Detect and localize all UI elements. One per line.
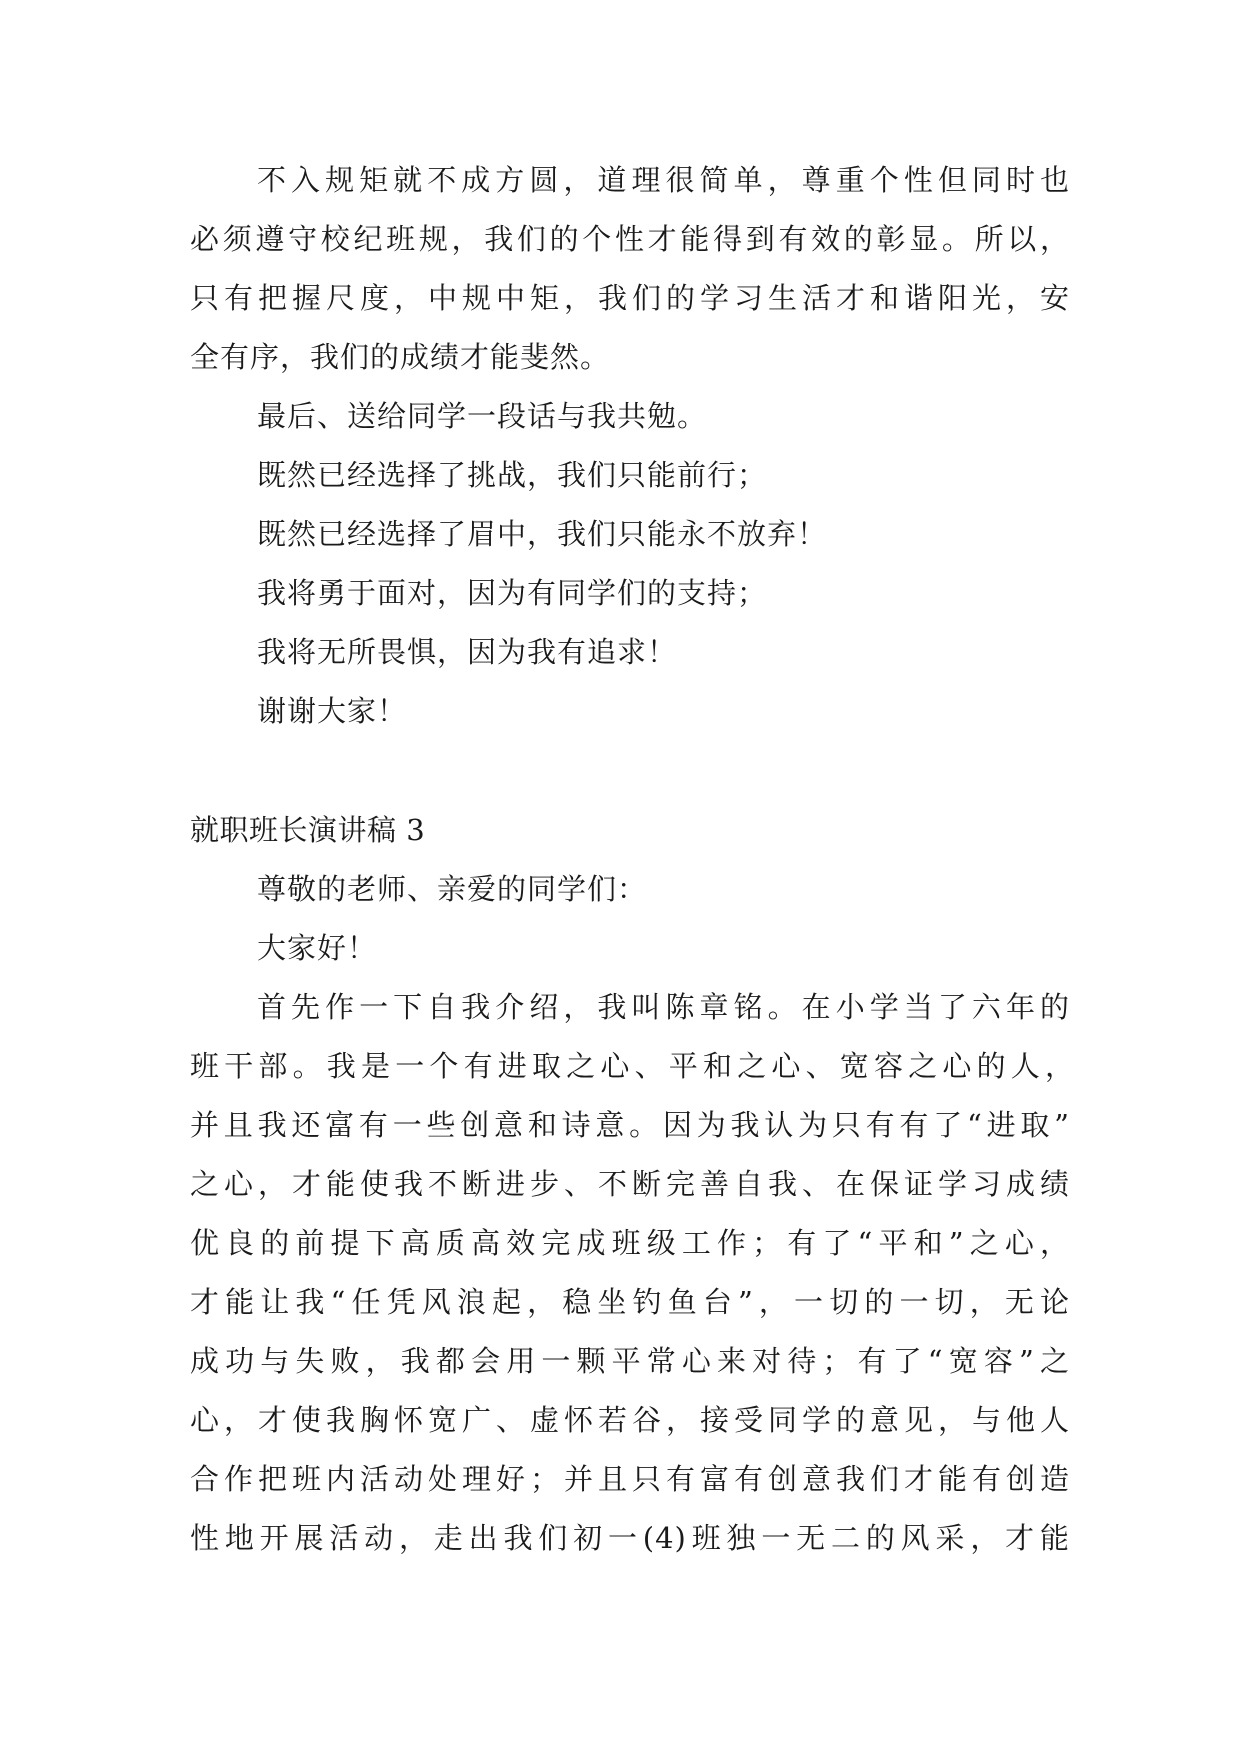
paragraph-line: 全有序，我们的成绩才能斐然。	[190, 340, 611, 374]
paragraph-line: 必须遵守校纪班规，我们的个性才能得到有效的彰显。所以，	[190, 222, 1070, 256]
paragraph-line: 我将无所畏惧，因为我有追求！	[257, 635, 678, 669]
greeting-line: 大家好！	[257, 931, 378, 965]
paragraph-line: 只有把握尺度，中规中矩，我们的学习生活才和谐阳光，安	[190, 281, 1070, 315]
paragraph-line: 性地开展活动，走出我们初一(4)班独一无二的风采，才能	[190, 1521, 1070, 1555]
paragraph-line: 班干部。我是一个有进取之心、平和之心、宽容之心的人，	[190, 1049, 1075, 1083]
paragraph-line: 优良的前提下高质高效完成班级工作；有了“平和”之心，	[190, 1226, 1070, 1260]
paragraph-line: 既然已经选择了眉中，我们只能永不放弃！	[257, 517, 828, 551]
section-heading: 就职班长演讲稿 3	[190, 813, 426, 847]
paragraph-line: 才能让我“任凭风浪起，稳坐钓鱼台”，一切的一切，无论	[190, 1285, 1070, 1319]
paragraph-line: 心，才使我胸怀宽广、虚怀若谷，接受同学的意见，与他人	[190, 1403, 1070, 1437]
paragraph-line: 最后、送给同学一段话与我共勉。	[257, 399, 708, 433]
paragraph-line: 之心，才能使我不断进步、不断完善自我、在保证学习成绩	[190, 1167, 1070, 1201]
paragraph-line: 不入规矩就不成方圆，道理很简单，尊重个性但同时也	[257, 163, 1070, 197]
greeting-line: 尊敬的老师、亲爱的同学们：	[257, 872, 648, 906]
paragraph-line: 我将勇于面对，因为有同学们的支持；	[257, 576, 768, 610]
paragraph-line: 首先作一下自我介绍，我叫陈章铭。在小学当了六年的	[257, 990, 1070, 1024]
paragraph-line: 既然已经选择了挑战，我们只能前行；	[257, 458, 768, 492]
paragraph-line: 谢谢大家！	[257, 694, 408, 728]
paragraph-line: 成功与失败，我都会用一颗平常心来对待；有了“宽容”之	[190, 1344, 1070, 1378]
paragraph-line: 合作把班内活动处理好；并且只有富有创意我们才能有创造	[190, 1462, 1070, 1496]
paragraph-line: 并且我还富有一些创意和诗意。因为我认为只有有了“进取”	[190, 1108, 1070, 1142]
